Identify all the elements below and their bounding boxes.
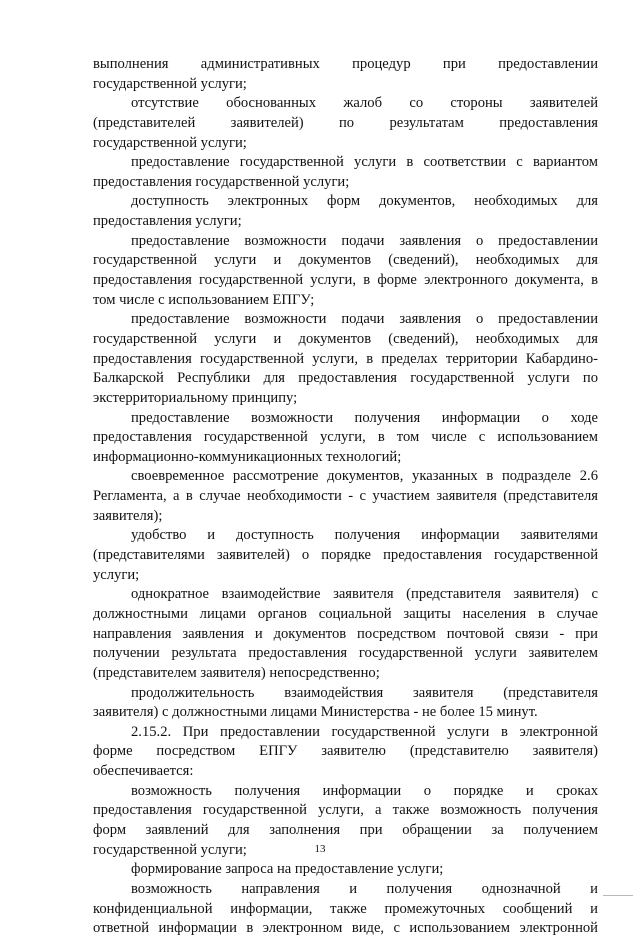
text-line: предоставления государственной услуги, в форме электронного документа, в [93, 272, 598, 289]
text-line: том числе с использованием ЕПГУ; [93, 291, 315, 308]
text-line: однократное взаимодействие заявителя (представителя заявителя) с [131, 586, 598, 603]
text-line: предоставления государственной услуги; [93, 173, 350, 190]
text-line: государственной услуги; [93, 134, 247, 151]
text-line: (представителями заявителей) о порядке предоставления государственной [93, 547, 598, 564]
text-line: направления заявления и документов посредством почтовой связи - при [93, 625, 598, 642]
text-line: должностными лицами органов социальной защиты населения в случае [93, 605, 598, 622]
text-line: предоставления государственной услуги, а также возможность получения [93, 802, 598, 819]
text-line: выполнения административных процедур при предоставлении [93, 56, 598, 72]
text-line: предоставления государственной услуги, в пределах территории Кабардино- [93, 350, 598, 367]
text-line: продолжительность взаимодействия заявителя (представителя [131, 684, 598, 701]
text-line: 2.15.2. При предоставлении государственной услуги в электронной [131, 723, 598, 740]
text-line: предоставление государственной услуги в соответствии с вариантом [131, 154, 598, 171]
text-line: обеспечивается: [93, 763, 194, 780]
text-line: форм заявлений для заполнения при обращении за получением [93, 821, 598, 838]
text-line: предоставление возможности подачи заявления о предоставлении [131, 232, 598, 249]
text-line: государственной услуги; [93, 75, 247, 92]
text-line: предоставления государственной услуги, в том числе с использованием [93, 429, 598, 446]
text-line: формирование запроса на предоставление услуги; [131, 861, 444, 878]
text-line: заявителя); [93, 507, 163, 524]
text-line: возможность получения информации о порядке и сроках [131, 782, 598, 799]
text-line: предоставление возможности получения информации о ходе [131, 409, 598, 426]
text-line: государственной услуги и документов (сведений), необходимых для [93, 330, 598, 347]
text-line: (представителей заявителей) по результатам предоставления [93, 114, 598, 131]
scan-edge-mark [603, 895, 633, 898]
text-line: получении результата предоставления государственной услуги заявителем [93, 645, 598, 662]
text-line: экстерриториальному принципу; [93, 389, 298, 406]
text-line: предоставление возможности подачи заявления о предоставлении [131, 311, 598, 328]
text-line: заявителя) с должностными лицами Министерства - не более 15 минут. [93, 704, 538, 721]
text-line: услуги; [93, 566, 140, 583]
text-line: своевременное рассмотрение документов, указанных в подразделе 2.6 [131, 468, 598, 485]
text-line: возможность направления и получения однозначной и [131, 880, 598, 897]
text-line: форме посредством ЕПГУ заявителю (представителю заявителя) [93, 743, 598, 760]
text-line: Балкарской Республики для предоставления государственной услуги по [93, 370, 598, 387]
text-line: доступность электронных форм документов, необходимых для [131, 193, 598, 210]
text-line: государственной услуги; [93, 841, 247, 858]
text-line: (представителем заявителя) непосредственно; [93, 664, 380, 681]
text-line: предоставления услуги; [93, 213, 242, 230]
text-line: информационно-коммуникационных технологий; [93, 448, 402, 465]
text-line: государственной услуги и документов (сведений), необходимых для [93, 252, 598, 269]
text-line: конфиденциальной информации, также промежуточных сообщений и [93, 900, 598, 917]
document-body [93, 55, 598, 939]
text-line: ответной информации в электронном виде, с использованием электронной [93, 920, 598, 937]
text-line: отсутствие обоснованных жалоб со стороны заявителей [131, 95, 598, 112]
text-line: удобство и доступность получения информации заявителями [131, 527, 598, 544]
page-number: 13 [314, 843, 326, 855]
text-line: Регламента, а в случае необходимости - с участием заявителя (представителя [93, 488, 598, 505]
